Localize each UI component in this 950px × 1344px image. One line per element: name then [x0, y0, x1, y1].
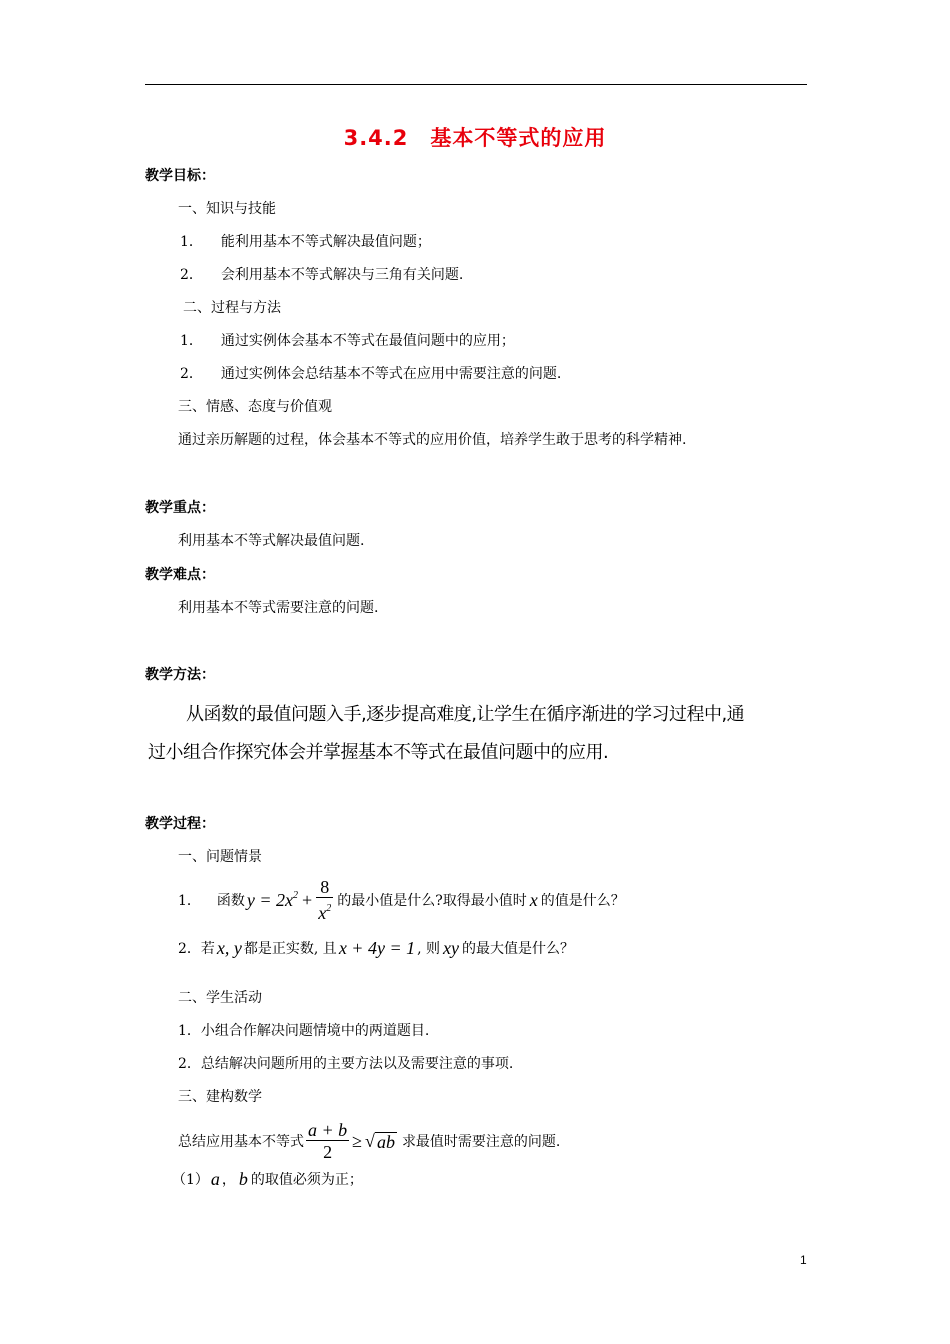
question-text: , 则: [417, 941, 440, 957]
page-title: 3.4.2 基本不等式的应用: [343, 126, 607, 150]
item-number: 2．: [180, 267, 203, 283]
activity-2: 2．总结解决问题所用的主要方法以及需要注意的事项.: [178, 1056, 514, 1072]
item-text: 能利用基本不等式解决最值问题；: [220, 234, 431, 250]
header-rule: [145, 84, 807, 85]
formula-product: xy: [443, 937, 459, 958]
method-line-1: 从函数的最值问题入手,逐步提高难度,让学生在循序渐进的学习过程中,通: [186, 704, 745, 725]
method-line-2: 过小组合作探究体会并掌握基本不等式在最值问题中的应用.: [148, 742, 609, 763]
item-number: （1）: [172, 1172, 209, 1188]
objectives-s1-item-1: [180, 231, 431, 251]
construct-line-1: [178, 1116, 560, 1166]
objectives-section-1-title: 一、知识与技能: [178, 201, 276, 217]
item-number: 2．: [180, 366, 203, 382]
construct-text: 求最值时需要注意的问题.: [401, 1134, 561, 1150]
objectives-heading: 教学目标：: [145, 168, 215, 184]
objectives-s2-item-1: [180, 330, 515, 350]
formula-exponent: 2: [293, 889, 299, 901]
fraction-numerator: a + b: [308, 1119, 348, 1140]
item-text: 的取值必须为正；: [250, 1172, 363, 1188]
formula-fraction: [316, 877, 333, 924]
process-section-3-title: 三、建构数学: [178, 1089, 262, 1105]
item-text: 通过实例体会总结基本不等式在应用中需要注意的问题.: [220, 366, 562, 382]
objectives-section-2-title: 二、过程与方法: [183, 300, 281, 316]
key-point-text: 利用基本不等式解决最值问题.: [178, 533, 365, 549]
question-number: 1．: [178, 893, 201, 909]
difficulty-text: 利用基本不等式需要注意的问题.: [178, 600, 379, 616]
question-text: 的最小值是什么?取得最小值时: [337, 893, 527, 909]
objectives-section-3-text: 通过亲历解题的过程，体会基本不等式的应用价值，培养学生敢于思考的科学精神.: [178, 432, 687, 448]
var-a: a: [210, 1168, 220, 1189]
process-heading: 教学过程：: [145, 816, 215, 832]
inequality-fraction: [306, 1120, 349, 1163]
item-number: 1．: [180, 234, 203, 250]
activity-1: 1．小组合作解决问题情境中的两道题目.: [178, 1023, 430, 1039]
item-number: 1．: [180, 333, 203, 349]
denominator-var: x: [318, 902, 327, 923]
var-b: b: [238, 1168, 248, 1189]
question-1: [178, 876, 625, 924]
formula-vars: x, y: [216, 937, 242, 958]
key-point-heading: 教学重点：: [145, 500, 215, 516]
sqrt-symbol: √: [365, 1130, 375, 1151]
question-text: 都是正实数, 且: [243, 941, 337, 957]
formula-lhs-text: y = 2x: [246, 889, 294, 910]
process-section-1-title: 一、问题情景: [178, 849, 262, 865]
question-text: 的最大值是什么？: [461, 941, 574, 957]
fraction-denominator: 2: [323, 1141, 333, 1162]
method-heading: 教学方法：: [145, 667, 215, 683]
fraction-denominator: [316, 898, 333, 924]
objectives-section-3-title: 三、情感、态度与价值观: [178, 399, 332, 415]
fraction-numerator: 8: [316, 877, 333, 898]
objectives-s1-item-2: [180, 264, 463, 284]
formula-var: x: [529, 889, 538, 910]
formula-lhs: [247, 890, 298, 911]
formula-plus: +: [302, 889, 313, 910]
process-section-2-title: 二、学生活动: [178, 990, 262, 1006]
construct-text: 总结应用基本不等式: [178, 1134, 304, 1150]
formula-constraint: x + 4y = 1: [338, 937, 416, 958]
item-text: 通过实例体会基本不等式在最值问题中的应用；: [220, 333, 515, 349]
question-2: [178, 934, 574, 962]
difficulty-heading: 教学难点：: [145, 567, 215, 583]
objectives-s2-item-2: [180, 363, 561, 383]
sqrt-radicand: ab: [376, 1131, 395, 1152]
item-text: 会利用基本不等式解决与三角有关问题.: [220, 267, 464, 283]
question-text: 的值是什么？: [540, 893, 625, 909]
geq-symbol: ≥: [352, 1130, 363, 1151]
question-text: 函数: [216, 893, 245, 909]
page-number: 1: [800, 1253, 807, 1267]
question-number: 2．若: [178, 941, 215, 957]
denominator-exponent: 2: [326, 902, 332, 914]
construct-item-1: [172, 1166, 363, 1192]
separator: ，: [221, 1172, 236, 1188]
